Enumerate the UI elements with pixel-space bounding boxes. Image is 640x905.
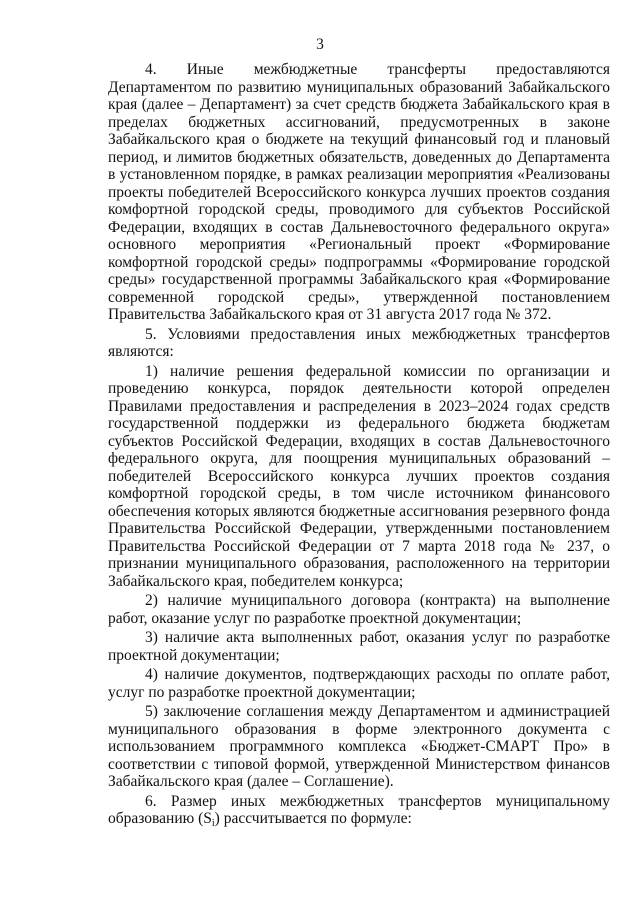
page-number: 3 — [316, 36, 324, 53]
paragraph-6-text: 6. Размер иных межбюджетных трансфертов муниципальному образованию (S — [108, 792, 610, 827]
list-item-5: 5) заключение соглашения между Департаментом и администрацией муниципального образования в форме электронного документа с использованием программного комплекса «Бюджет-СМАРТ Про» в соответствии с типовой формой, утвержденной Министерством финансов Забайкальского края (далее – Соглашение). — [108, 703, 610, 790]
list-item-1: 1) наличие решения федеральной комиссии по организации и проведению конкурса, порядок деятельности которой определен Правилами предоставления и распределения в 2023–2024 годах средств государственной поддержки из федерального бюджета бюджетам субъектов Российской Федерации, входящих в состав Дальневосточного федерального округа, для поощрения муниципальных образований – победителей Всероссийского конкурса лучших проектов создания комфортной городской среды, в том числе источником финансового обеспечения которых являются бюджетные ассигнования резервного фонда Правительства Российской Федерации, утвержденными постановлением Правительства Российской Федерации от 7 марта 2018 года № 237, о признании муниципального образования, расположенного на территории Забайкальского края, победителем конкурса; — [108, 362, 610, 590]
paragraph-4: 4. Иные межбюджетные трансферты предоставляются Департаментом по развитию муниципальных образований Забайкальского края (далее – Департамент) за счет средств бюджета Забайкальского края в пределах бюджетных ассигнований, предусмотренных в законе Забайкальского края о бюджете на текущий финансовый год и плановый период, и лимитов бюджетных обязательств, доведенных до Департамента в установленном порядке, в рамках реализации мероприятия «Реализованы проекты победителей Всероссийского конкурса лучших проектов создания комфортной городской среды, проводимого для субъектов Российской Федерации, входящих в состав Дальневосточного федерального округа» основного мероприятия «Региональный проект «Формирование комфортной городской среды» подпрограммы «Формирование городской среды» государственной программы Забайкальского края «Формирование современной городской среды», утвержденной постановлением Правительства Забайкальского края от 31 августа 2017 года № 372. — [108, 61, 610, 323]
paragraph-6 — [108, 793, 610, 828]
document-body — [108, 61, 610, 828]
list-item-2: 2) наличие муниципального договора (контракта) на выполнение работ, оказание услуг по разработке проектной документации; — [108, 592, 610, 627]
paragraph-5: 5. Условиями предоставления иных межбюджетных трансфертов являются: — [108, 325, 610, 360]
formula-subscript: i — [211, 818, 215, 829]
paragraph-6-tail: ) рассчитывается по формуле: — [214, 810, 412, 827]
list-item-4: 4) наличие документов, подтверждающих расходы по оплате работ, услуг по разработке проектной документации; — [108, 666, 610, 701]
list-item-3: 3) наличие акта выполненных работ, оказания услуг по разработке проектной документации; — [108, 629, 610, 664]
